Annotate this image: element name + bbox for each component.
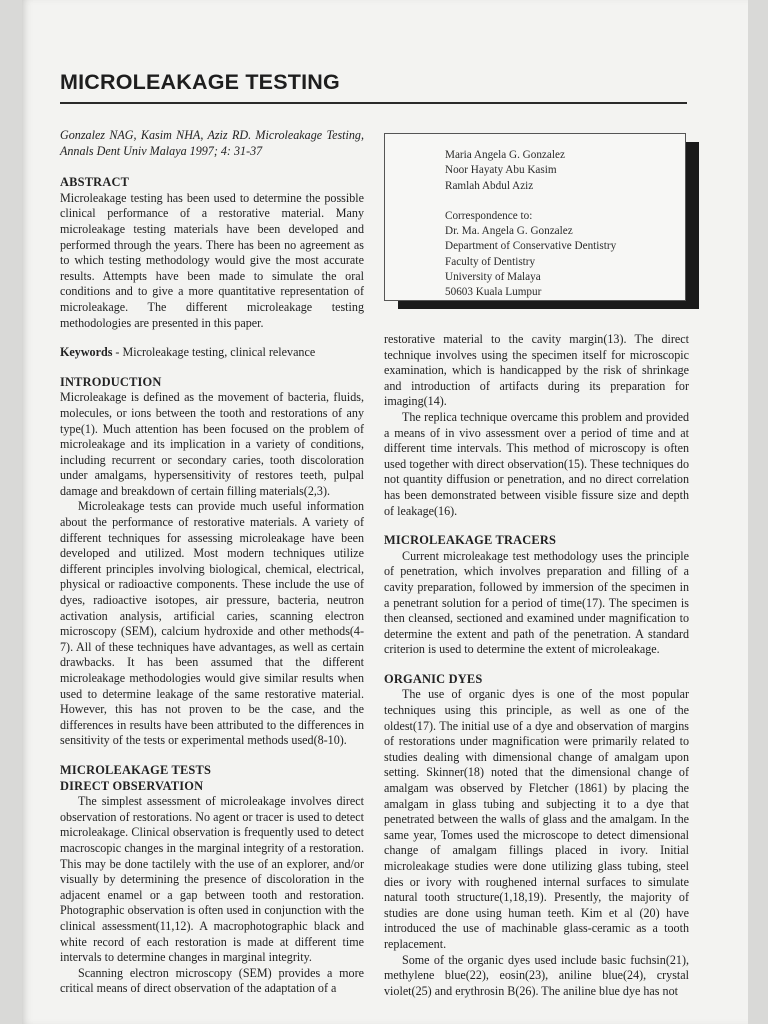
citation: Gonzalez NAG, Kasim NHA, Aziz RD. Microleakage Testing, Annals Dent Univ Malaya 1997; 4: 31-37: [60, 128, 364, 158]
author-box-panel: [384, 133, 686, 301]
right-column: [384, 332, 689, 999]
introduction-paragraph-2: Microleakage tests can provide much useful information about the performance of restorative materials. A variety of different techniques for assessing microleakage have been developed and utilized. Most modern techniques utilize different principles involving biological, chemical, electrical, physical or radioactive components. These include the use of dyes, radioactive isotopes, air pressure, bacteria, neutron activation analysis, artificial caries, scanning electron microscopy (SEM), calcium hydroxide and other methods(4-7). All of these techniques have advantages, as well as certain drawbacks. It has been assumed that the different microleakage methodologies would give similar results when used to determine leakage of the same restorative material. However, this has not proven to be the case, and the differences in results have been attributed to the differences in sensitivity of the tests or experimental methods used(8-10).: [60, 499, 364, 748]
direct-observation-continued: restorative material to the cavity margin(13). The direct technique involves using the specimen itself for microscopic examination, which is handicapped by the risk of shrinkage and introduction of artifacts during its preparation for imaging(14).: [384, 332, 689, 409]
microleakage-tests-heading: MICROLEAKAGE TESTS: [60, 762, 212, 777]
abstract-text: Microleakage testing has been used to determine the possible clinical performance of a restorative material. Many microleakage testing materials have been developed and performed through the years. There has been no agreement as to which testing methodology would give the most accurate results. Attempts have been made to simulate the oral conditions and to give a more quantitative representation of microleakage. The different microleakage testing methodologies are presented in this paper.: [60, 190, 364, 330]
author-box-content: [445, 148, 616, 301]
organic-dyes-heading: ORGANIC DYES: [384, 671, 483, 686]
title-rule: [60, 102, 687, 104]
introduction-paragraph-1: Microleakage is defined as the movement of bacteria, fluids, molecules, or ions between the tooth and restorations of any type(1). Much attention has been focused on the problem of microleakage and its implication in a variety of conditions, including recurrent or secondary caries, tooth discoloration under amalgams, hypersensitivity of restores teeth, pulpal damage and breakdown of certain filling materials(2,3).: [60, 390, 364, 498]
introduction-heading: INTRODUCTION: [60, 374, 162, 389]
microleakage-tracers-heading: MICROLEAKAGE TRACERS: [384, 533, 557, 548]
journal-page: [22, 0, 748, 1024]
spacer: [445, 194, 616, 209]
direct-observation-heading: DIRECT OBSERVATION: [60, 778, 204, 793]
author-info-box: [384, 133, 699, 309]
correspondence-name: Dr. Ma. Angela G. Gonzalez: [445, 225, 573, 238]
article-title: MICROLEAKAGE TESTING: [60, 70, 340, 94]
organic-dyes-paragraph-2: Some of the organic dyes used include basic fuchsin(21), methylene blue(22), eosin(23), aniline blue(24), crystal violet(25) and erythrosin B(26). The aniline blue dye has not: [384, 952, 689, 998]
keywords-label: Keywords: [60, 345, 113, 360]
left-column: [60, 128, 364, 997]
keywords-text: - Microleakage testing, clinical relevance: [112, 345, 316, 360]
correspondence-university: University of Malaya: [445, 271, 541, 284]
abstract-heading: ABSTRACT: [60, 175, 130, 190]
direct-observation-paragraph-2: Scanning electron microscopy (SEM) provides a more critical means of direct observation of the adaptation of a: [60, 965, 364, 996]
keywords: [60, 345, 364, 361]
replica-technique-paragraph: The replica technique overcame this problem and provided a means of in vivo assessment over a period of time and at different time intervals. This method of microscopy is often used together with direct observation(15). These techniques do not quantity diffusion or penetration, and no direct correlation has been demonstrated between visible fissure size and depth of leakage(16).: [384, 409, 689, 518]
spacer: [60, 749, 364, 763]
correspondence-faculty: Faculty of Dentistry: [445, 255, 536, 268]
spacer: [60, 331, 364, 345]
microleakage-tracers-paragraph: Current microleakage test methodology uses the principle of penetration, which involves preparation and filling of a cavity preparation, followed by immersion of the specimen in a penetrant solution for a period of time(17). The specimen is then cleansed, sectioned and examined under magnification to determine the extent and path of the penetration. A standard criterion is used to determine the extent of microleakage.: [384, 548, 689, 657]
direct-observation-paragraph-1: The simplest assessment of microleakage involves direct observation of restorations. No agent or tracer is used to detect microleakage. Clinical observation is frequently used to detect macroscopic changes in the marginal integrity of a restoration. This may be done tactilely with the use of an explorer, and/or visually by determining the presence of discoloration in the adjacent enamel or a gap between tooth and restoration. Photographic observation is often used in conjunction with the clinical assessment(11,12). A macrophotographic black and white record of each restoration is made at different time intervals to determine changes in marginal integrity.: [60, 794, 364, 965]
spacer: [384, 519, 689, 533]
correspondence-department: Department of Conservative Dentistry: [445, 240, 617, 253]
author-name: Ramlah Abdul Aziz: [445, 179, 534, 192]
organic-dyes-paragraph-1: The use of organic dyes is one of the most popular techniques using this principle, as well as one of the oldest(17). The initial use of a dye and observation of margins of restorations under magnification were primarily related to studies dealing with dimensional change of amalgam upon setting. Skinner(18) noted that the dimensional change of amalgam was observed by Fletcher (1861) by placing the amalgam in glass tubing and subjecting it to a dye that penetrated between the walls of glass and the amalgam. In the same year, Tomes used the microscope to detect dimensional change of amalgam fillings placed in ivory. Initial microleakage studies were done utilizing glass tubing, steel dies or ivory with roughened internal surfaces to simulate natural tooth structure(1,18,19). Presently, the majority of studies are done using human teeth. Kim et al (20) have introduced the use of machinable glass-ceramic as a tooth replacement.: [384, 687, 689, 951]
spacer: [60, 361, 364, 375]
correspondence-label: Correspondence to:: [445, 209, 533, 222]
correspondence-city: 50603 Kuala Lumpur: [445, 286, 542, 299]
spacer: [384, 658, 689, 672]
author-name: Maria Angela G. Gonzalez: [445, 149, 565, 161]
author-name: Noor Hayaty Abu Kasim: [445, 164, 557, 177]
